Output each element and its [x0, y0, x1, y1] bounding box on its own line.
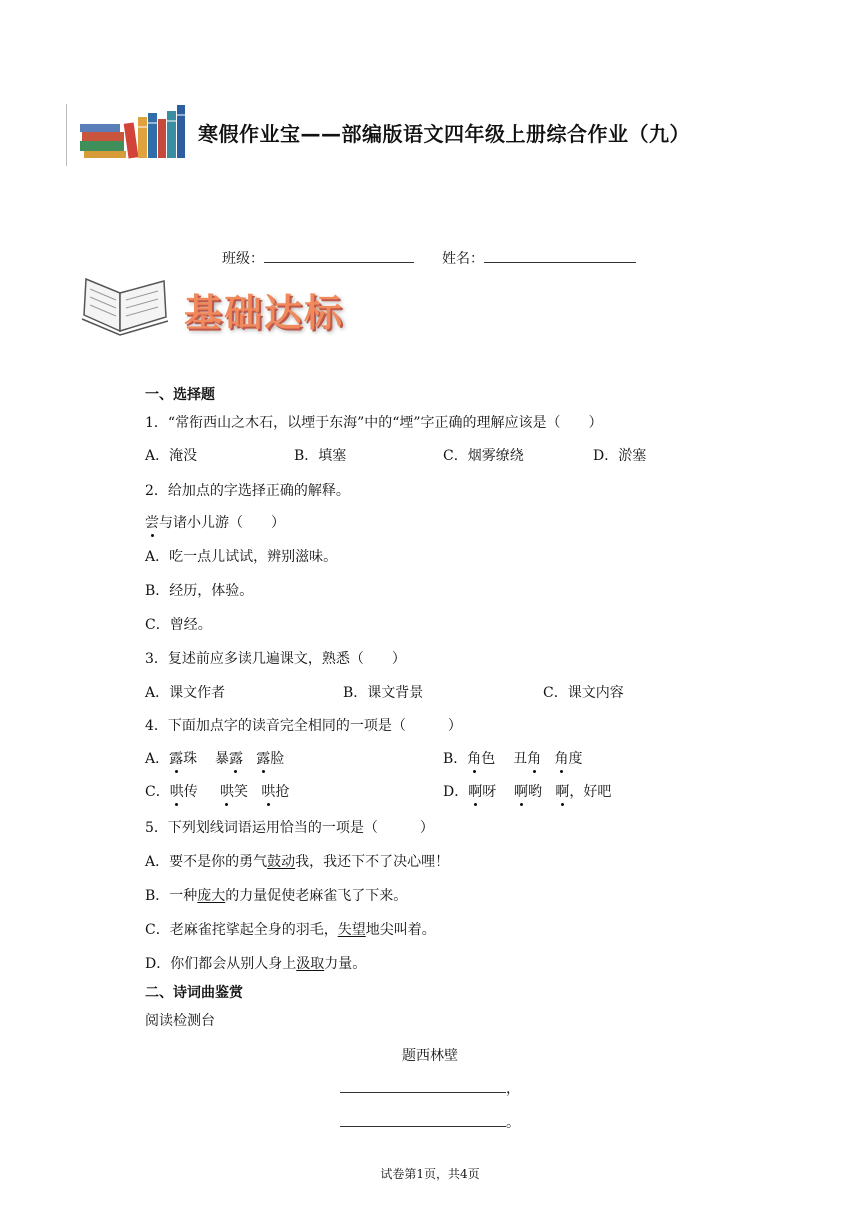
q2-option-c: C．曾经。: [145, 617, 212, 633]
q2-stem: 2．给加点的字选择正确的解释。: [145, 483, 350, 499]
q3-option-b: B．课文背景: [343, 685, 424, 701]
q3-stem: 3．复述前应多读几遍课文，熟悉（ ）: [145, 651, 406, 667]
dotted-char: 尝: [145, 512, 159, 532]
class-field: [222, 248, 414, 268]
q2-option-b: B．经历，体验。: [145, 583, 254, 599]
q3-option-a: A．课文作者: [145, 685, 226, 701]
q5-option-c: C．老麻雀挓挲起全身的羽毛，失望地尖叫着。: [145, 922, 436, 938]
name-label: 姓名：: [442, 251, 484, 267]
underlined-word: 鼓动: [267, 854, 296, 870]
section-banner: 基础达标: [184, 291, 345, 335]
underlined-word: 失望: [337, 922, 366, 938]
page-title: 寒假作业宝——部编版语文四年级上册综合作业（九）: [198, 122, 690, 146]
poem-blank-2: [340, 1112, 506, 1127]
underlined-word: 汲取: [296, 956, 325, 972]
q2-sub-rest: 与诸小儿游（ ）: [159, 515, 285, 531]
q5-stem: 5．下列划线词语运用恰当的一项是（ ）: [145, 820, 434, 836]
section2-intro: 阅读检测台: [145, 1013, 215, 1029]
name-field: [442, 248, 636, 268]
open-book-icon: [80, 273, 172, 339]
q4-option-a: A．露珠 暴露 露脸: [145, 748, 284, 768]
q2-option-a: A．吃一点儿试试，辨别滋味。: [145, 549, 338, 565]
q1-option-a: A．淹没: [145, 448, 198, 464]
poem-line-1: ，: [340, 1078, 520, 1098]
header-divider: [66, 104, 67, 166]
q1-option-c: C．烟雾缭绕: [443, 448, 524, 464]
q1-stem: 1．“常衔西山之木石，以堙于东海”中的“堙”字正确的理解应该是（ ）: [145, 415, 603, 431]
q5-option-d: D．你们都会从别人身上汲取力量。: [145, 956, 367, 972]
page-footer: 试卷第1页，共4页: [380, 1167, 480, 1181]
q5-option-a: A．要不是你的勇气鼓动我，我还下不了决心哩！: [145, 854, 450, 870]
class-label: 班级：: [222, 251, 264, 267]
class-blank: [264, 248, 414, 263]
q2-subquestion: [145, 512, 285, 532]
q4-option-d: D．啊呀 啊哟 啊，好吧: [443, 781, 611, 801]
poem-blank-1: [340, 1078, 506, 1093]
q3-option-c: C．课文内容: [543, 685, 624, 701]
q1-option-d: D．淤塞: [593, 448, 647, 464]
q4-option-c: C．哄传 哄笑 哄抢: [145, 781, 289, 801]
q5-option-b: B．一种庞大的力量促使老麻雀飞了下来。: [145, 888, 408, 904]
underlined-word: 庞大: [197, 888, 226, 904]
name-blank: [484, 248, 636, 263]
section1-heading: 一、选择题: [145, 387, 215, 403]
q4-stem: 4．下面加点字的读音完全相同的一项是（ ）: [145, 718, 462, 734]
section2-heading: 二、诗词曲鉴赏: [145, 985, 243, 1001]
poem-line-2: 。: [340, 1112, 520, 1132]
poem-title: 题西林壁: [402, 1048, 458, 1064]
q1-option-b: B．填塞: [294, 448, 347, 464]
books-logo-icon: [78, 103, 188, 159]
q4-option-b: B．角色 丑角 角度: [443, 748, 582, 768]
